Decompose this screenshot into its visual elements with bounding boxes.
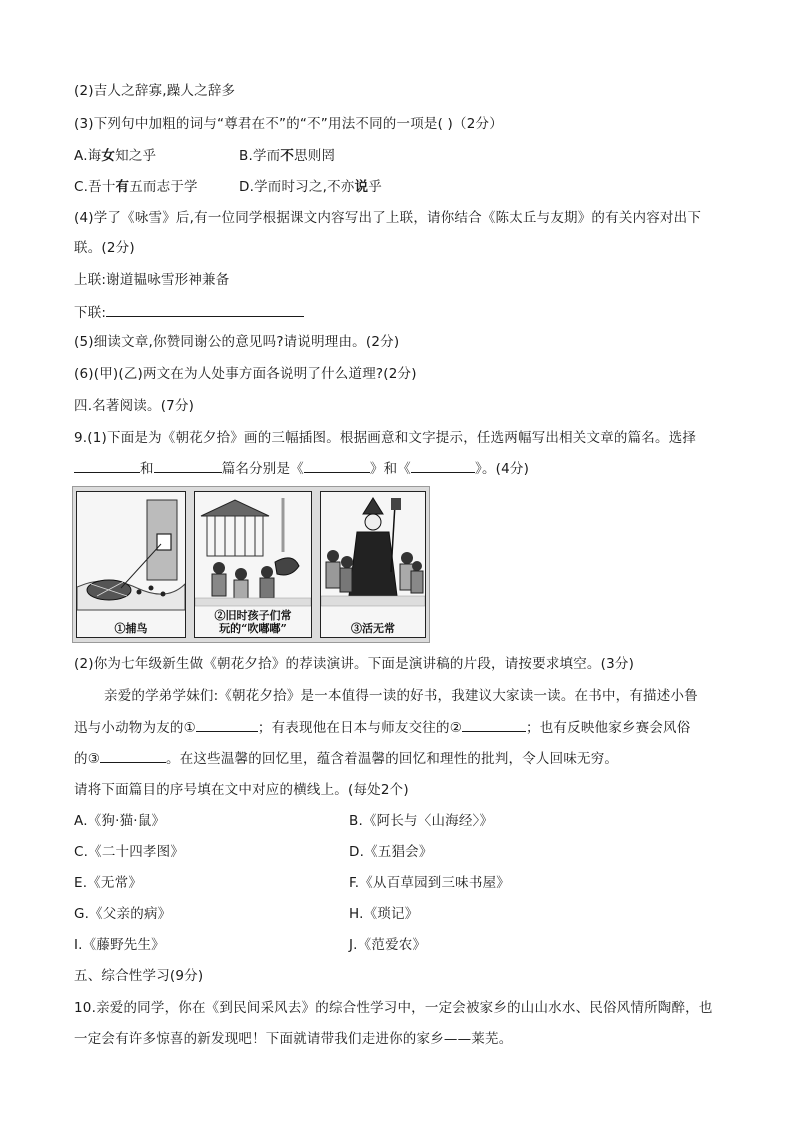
q10-line1: 10.亲爱的同学，你在《到民间采风去》的综合性学习中，一定会被家乡的山山水水、民俗风情所陶醉，也 bbox=[74, 1000, 713, 1016]
q9-1-line2: 和 篇名分别是《 》和《 》。(4分) bbox=[74, 458, 529, 479]
illustration-wuchang bbox=[320, 491, 426, 638]
speech-line1: 亲爱的学弟学妹们:《朝花夕拾》是一本值得一读的好书，我建议大家读一读。在书中，有描述小鲁 bbox=[104, 688, 698, 704]
wuchang-parade-drawing bbox=[321, 492, 425, 637]
choice-blank-1[interactable] bbox=[74, 458, 140, 473]
title-j: J.《范爱农》 bbox=[349, 937, 427, 953]
section4-heading: 四.名著阅读。(7分) bbox=[74, 398, 195, 414]
illustration-blowing-toy bbox=[194, 491, 312, 638]
choice-blank-2[interactable] bbox=[154, 458, 222, 473]
speech-blank-2[interactable] bbox=[462, 717, 526, 732]
caption-2: ②旧时孩子们常 玩的“吹嘟嘟” bbox=[214, 609, 292, 635]
couplet-lower: 下联: bbox=[74, 302, 304, 323]
caption-3: ③活无常 bbox=[351, 622, 395, 635]
speech-line2: 迅与小动物为友的① ；有表现他在日本与师友交往的② ；也有反映他家乡赛会风俗 bbox=[74, 717, 690, 738]
title-i: I.《藤野先生》 bbox=[74, 937, 165, 953]
speech-blank-1[interactable] bbox=[196, 717, 258, 732]
title-c: C.《二十四孝图》 bbox=[74, 844, 185, 860]
section5-heading: 五、综合性学习(9分) bbox=[74, 968, 204, 984]
option-a: A.诲女知之乎 bbox=[74, 148, 157, 164]
illustration-strip bbox=[72, 486, 430, 643]
title-blank-1[interactable] bbox=[304, 458, 370, 473]
title-blank-2[interactable] bbox=[411, 458, 475, 473]
q8-item4-line1: (4)学了《咏雪》后,有一位同学根据课文内容写出了上联，请你结合《陈太丘与友期》的有关内容对出下 bbox=[74, 210, 702, 226]
title-b: B.《阿长与〈山海经〉》 bbox=[349, 813, 494, 829]
option-b: B.学而不思则罔 bbox=[239, 148, 336, 164]
title-g: G.《父亲的病》 bbox=[74, 906, 172, 922]
caption-1: ①捕鸟 bbox=[114, 622, 148, 635]
title-f: F.《从百草园到三味书屋》 bbox=[349, 875, 510, 891]
title-d: D.《五猖会》 bbox=[349, 844, 433, 860]
option-d: D.学而时习之,不亦说乎 bbox=[239, 179, 382, 195]
q8-item6: (6)(甲)(乙)两文在为人处事方面各说明了什么道理?(2分) bbox=[74, 366, 417, 382]
couplet-answer-blank[interactable] bbox=[106, 302, 304, 317]
q8-item5: (5)细读文章,你赞同谢公的意见吗?请说明理由。(2分) bbox=[74, 334, 400, 350]
speech-line3: 的③ 。在这些温馨的回忆里，蕴含着温馨的回忆和理性的批判，令人回味无穷。 bbox=[74, 748, 618, 769]
bird-trap-drawing bbox=[77, 492, 185, 637]
q8-item3: (3)下列句中加粗的词与“尊君在不”的“不”用法不同的一项是( )（2分） bbox=[74, 116, 503, 132]
speech-blank-3[interactable] bbox=[100, 748, 166, 763]
instruction: 请将下面篇目的序号填在文中对应的横线上。(每处2个) bbox=[74, 782, 409, 798]
q9-2: (2)你为七年级新生做《朝花夕拾》的荐读演讲。下面是演讲稿的片段，请按要求填空。(3分) bbox=[74, 656, 635, 672]
q10-line2: 一定会有许多惊喜的新发现吧！下面就请带我们走进你的家乡——莱芜。 bbox=[74, 1031, 513, 1047]
q8-item2: (2)吉人之辞寡,躁人之辞多 bbox=[74, 83, 236, 99]
title-e: E.《无常》 bbox=[74, 875, 143, 891]
illustration-catching-birds bbox=[76, 491, 186, 638]
q8-item4-line2: 联。(2分) bbox=[74, 240, 135, 256]
couplet-upper: 上联:谢道韫咏雪形神兼备 bbox=[74, 272, 230, 288]
q9-1-line1: 9.(1)下面是为《朝花夕拾》画的三幅插图。根据画意和文字提示，任选两幅写出相关文章的篇名。选择 bbox=[74, 430, 697, 446]
title-a: A.《狗·猫·鼠》 bbox=[74, 813, 166, 829]
option-c: C.吾十有五而志于学 bbox=[74, 179, 198, 195]
title-h: H.《琐记》 bbox=[349, 906, 419, 922]
